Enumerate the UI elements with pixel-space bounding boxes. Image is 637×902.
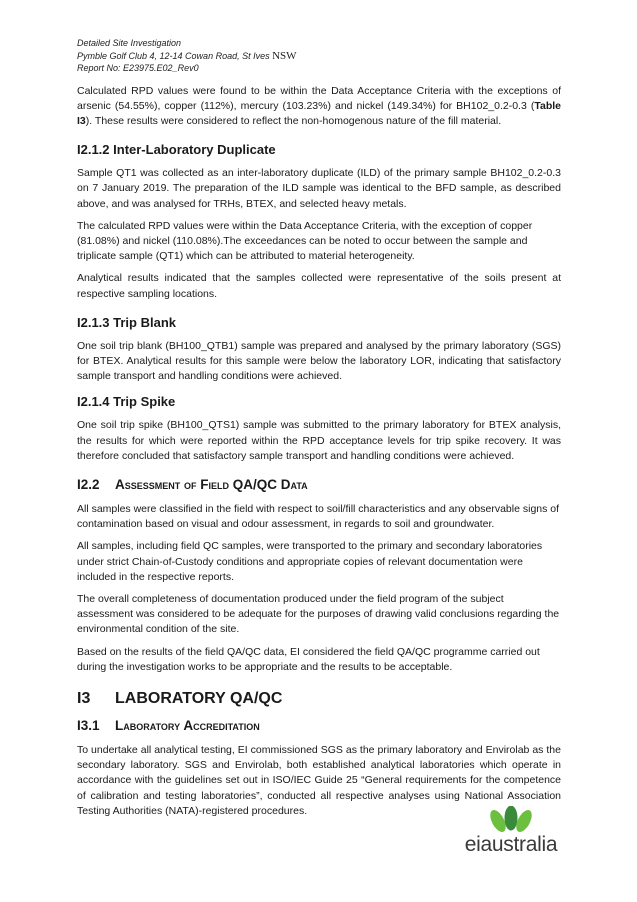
- report-page: [77, 37, 561, 819]
- field-qaqc-paragraph-1: All samples were classified in the field with respect to soil/fill characteristics and any observable signs of contamination based on visual and odour assessment, in regards to soil and groundwater.: [77, 502, 560, 531]
- trip-spike-paragraph: One soil trip spike (BH100_QTS1) sample was submitted to the primary laboratory for BTEX analysis, the results for which were reported within the RPD acceptance levels for trip spike recovery. It was therefore concluded that satisfactory sample transport and handling conditions were achieved.: [77, 419, 561, 462]
- leaf-icon: [461, 806, 561, 836]
- heading-field-qaqc: I2.2 Assessment of Field QA/QC Data: [77, 476, 308, 492]
- ild-paragraph-2: The calculated RPD values were within the Data Acceptance Criteria, with the exception of copper (81.08%) and nickel (110.08%).The exceedances can be noted to occur between the sample and triplicate sample (QT1) which can be attributed to material heterogeneity.: [77, 219, 533, 263]
- eiaustralia-logo: [461, 806, 561, 862]
- heading-laboratory-qaqc: I3 LABORATORY QA/QC: [77, 689, 283, 707]
- intro-paragraph: Calculated RPD values were found to be within the Data Acceptance Criteria with the exceptions of arsenic (54.55%), copper (112%), mercury (103.23%) and nickel (149.34%) for BH102_0.2-0.3 (Table I3). These results were considered to reflect the non-homogenous nature of the fill material.: [77, 84, 561, 127]
- trip-blank-paragraph: One soil trip blank (BH100_QTB1) sample was prepared and analysed by the primary laboratory (SGS) for BTEX. Analytical results for this sample were below the laboratory LOR, indicating that satisfactory sample transport and handling conditions were achieved.: [77, 339, 561, 383]
- field-qaqc-paragraph-2: All samples, including field QC samples, were transported to the primary and secondary laboratories under strict Chain-of-Custody conditions and appropriate copies of relevant documentation were included in the respective reports.: [77, 540, 543, 583]
- page-header: [77, 37, 561, 75]
- logo-text: eiaustralia: [464, 833, 558, 856]
- heading-inter-laboratory-duplicate: I2.1.2 Inter-Laboratory Duplicate: [77, 142, 276, 158]
- accreditation-paragraph: To undertake all analytical testing, EI commissioned SGS as the primary laboratory and Envirolab as the secondary laboratory. SGS and Envirolab, both established analytical laboratories which operate in accordance with the guidelines set out in ISO/IEC Guide 25 “General requirements for the competence of calibration and testing laboratories”, conducted all respective analyses using National Association Testing Authorities (NATA)-registered procedures.: [77, 743, 561, 817]
- field-qaqc-paragraph-3: The overall completeness of documentation produced under the field program of the subject assessment was considered to be adequate for the purposes of drawing valid conclusions regarding the environmental condition of the site.: [77, 592, 560, 636]
- header-title: Detailed Site Investigation: [77, 38, 182, 48]
- header-address: Pymble Golf Club 4, 12-14 Cowan Road, St Ives NSW: [77, 49, 297, 62]
- table-reference: Table I3: [77, 99, 561, 127]
- header-report-number: Report No: E23975.E02_Rev0: [77, 63, 199, 73]
- heading-laboratory-accreditation: I3.1 Laboratory Accreditation: [77, 717, 260, 733]
- ild-paragraph-1: Sample QT1 was collected as an inter-laboratory duplicate (ILD) of the primary sample BH102_0.2-0.3 on 7 January 2019. The preparation of the ILD sample was identical to the BFD sample, as described above, and was analysed for TRHs, BTEX, and selected heavy metals.: [77, 167, 561, 210]
- ild-paragraph-3: Analytical results indicated that the samples collected were representative of the soils present at respective sampling locations.: [77, 272, 561, 300]
- field-qaqc-paragraph-4: Based on the results of the field QA/QC data, EI considered the field QA/QC programme carried out during the investigation works to be appropriate and the results to be acceptable.: [77, 645, 540, 673]
- heading-trip-spike: I2.1.4 Trip Spike: [77, 394, 176, 410]
- heading-trip-blank: I2.1.3 Trip Blank: [77, 314, 176, 330]
